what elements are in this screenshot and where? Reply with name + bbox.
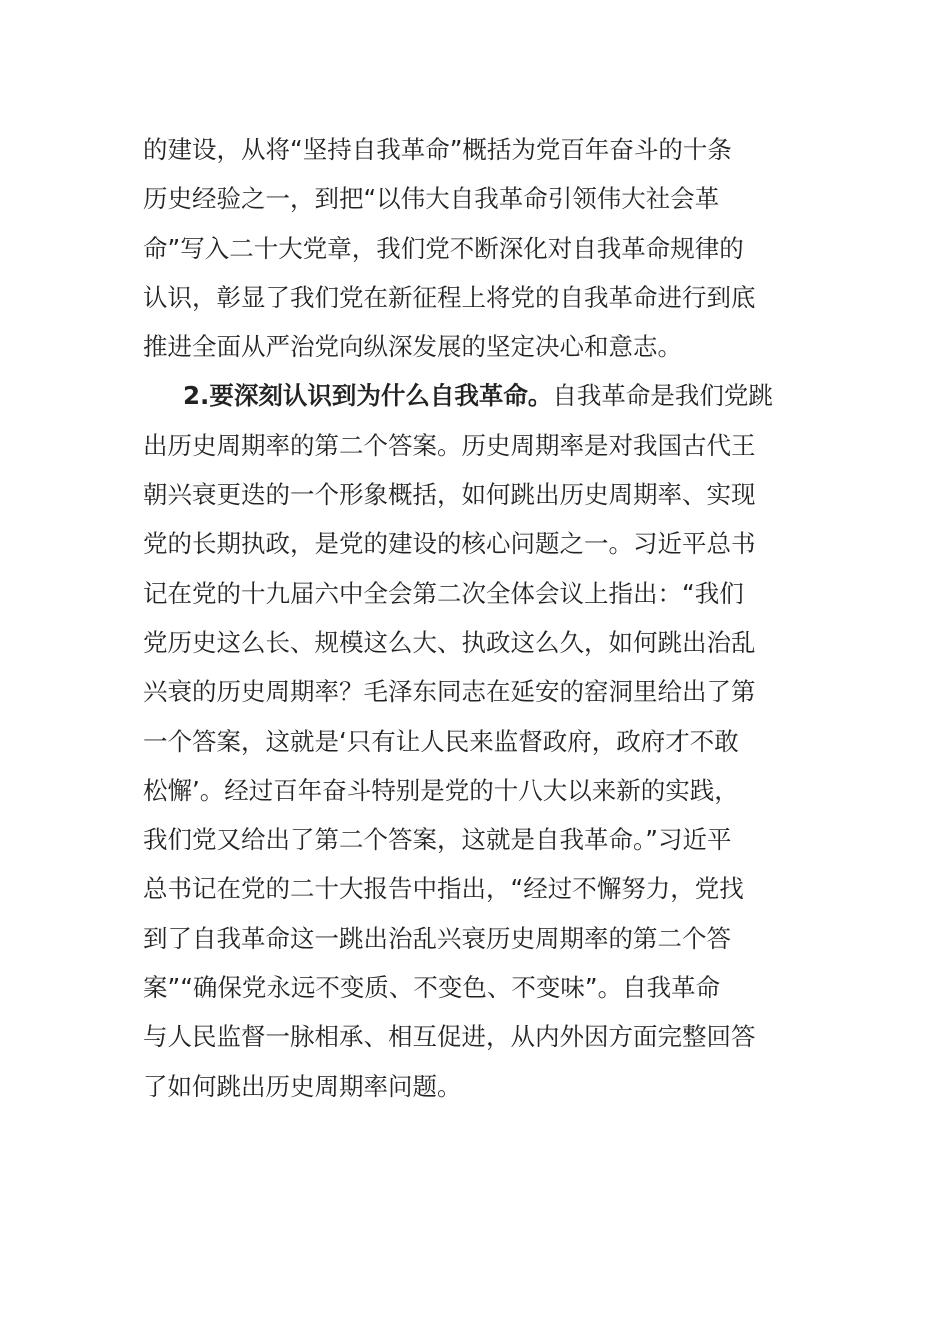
document-body — [143, 125, 807, 1111]
paragraph-line: 到了自我革命这一跳出治乱兴衰历史周期率的第二个答 — [143, 923, 731, 953]
paragraph-first-line — [143, 371, 807, 420]
paragraph-line: 案”“确保党永远不变质、不变色、不变味”。自我革命 — [143, 973, 721, 1003]
paragraph-line: 松懈’。经过百年奋斗特别是党的十八大以来新的实践， — [143, 775, 739, 805]
paragraph-line: 出历史周期率的第二个答案。历史周期率是对我国古代王 — [143, 430, 756, 460]
paragraph-line: 了如何跳出历史周期率问题。 — [143, 1071, 462, 1101]
paragraph-line: 命”写入二十大党章，我们党不断深化对自我革命规律的 — [143, 233, 744, 263]
paragraph-text: 自我革命是我们党跳 — [552, 381, 773, 411]
paragraph-line: 记在党的十九届六中全会第二次全体会议上指出：“我们 — [143, 578, 744, 608]
paragraph-2 — [143, 371, 807, 1110]
paragraph-line: 兴衰的历史周期率？毛泽东同志在延安的窑洞里给出了第 — [143, 677, 756, 707]
paragraph-line: 我们党又给出了第二个答案，这就是自我革命。”习近平 — [143, 825, 732, 855]
paragraph-1 — [143, 125, 807, 371]
paragraph-line: 与人民监督一脉相承、相互促进，从内外因方面完整回答 — [143, 1022, 756, 1052]
paragraph-line: 朝兴衰更迭的一个形象概括，如何跳出历史周期率、实现 — [143, 480, 756, 510]
paragraph-line: 一个答案，这就是‘只有让人民来监督政府，政府才不敢 — [143, 726, 739, 756]
paragraph-line: 总书记在党的二十大报告中指出，“经过不懈努力，党找 — [143, 874, 744, 904]
paragraph-line: 党的长期执政，是党的建设的核心问题之一。习近平总书 — [143, 529, 756, 559]
paragraph-line: 认识，彰显了我们党在新征程上将党的自我革命进行到底 — [143, 282, 756, 312]
section-heading: 2.要深刻认识到为什么自我革命。 — [183, 381, 553, 411]
paragraph-line: 推进全面从严治党向纵深发展的坚定决心和意志。 — [143, 332, 682, 362]
paragraph-line: 的建设，从将“坚持自我革命”概括为党百年奋斗的十条 — [143, 135, 732, 164]
paragraph-line: 党历史这么长、规模这么大、执政这么久，如何跳出治乱 — [143, 627, 756, 657]
paragraph-line: 历史经验之一，到把“以伟大自我革命引领伟大社会革 — [143, 184, 720, 214]
